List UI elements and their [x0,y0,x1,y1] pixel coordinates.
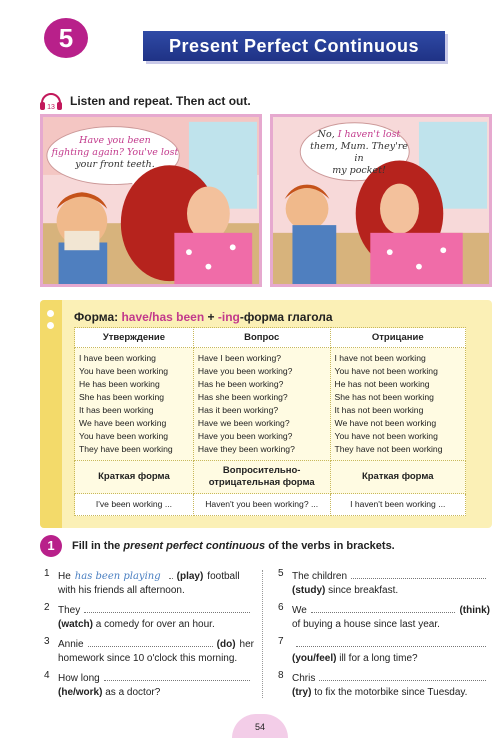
strip-dot [47,322,54,329]
header-negative-question: Вопросительно- отрицательная форма [193,461,330,494]
short-form-affirmative: I've been working ... [75,494,194,516]
comic-panel-left [40,114,262,287]
exercise-item: 5 The children (study) since breakfast. [278,568,490,602]
answer-blank[interactable] [296,646,486,647]
speech-bubble-left: Have you been fighting again? You've lost your front teeth. [51,135,179,170]
header-negative: Отрицание [330,328,466,348]
question-column: Have I been working? Have you been working? Has he been working? Has she been working? Has it been working? Have we been working? Have you been working? Have they been working? [193,348,330,461]
exercise-item: 6 We (think) of buying a house since last year. [278,602,490,630]
header-short-form: Краткая форма [75,461,194,494]
answer-blank[interactable] [84,612,250,613]
affirmative-column: I have been working You have been working He has been working She has been working It has been working We have been working You have been working They have been working [75,348,194,461]
exercise-column-left [44,568,254,704]
grammar-table [74,327,466,516]
listen-text: Listen and repeat. Then act out. [70,94,251,108]
speech-bubble-right: No, I haven't lost them, Mum. They're in my pocket! [310,129,408,176]
exercise-item: 8 Chris (try) to fix the motorbike since Tuesday. [278,670,490,704]
header-short-form-neg: Краткая форма [330,461,466,494]
unit-number-badge: 5 [44,18,88,58]
negative-column: I have not been working You have not been working He has not been working She has not been working It has not been working We have not been working You have not been working They have not been working [330,348,466,461]
comic-panel-right [270,114,492,287]
track-number: 13 [47,104,55,111]
answer-blank[interactable] [319,680,486,681]
page-number: 54 [232,714,288,738]
filled-answer[interactable]: has been playing [74,571,161,582]
exercise-number: 1 [40,535,62,557]
headphones-icon[interactable] [38,90,64,112]
answer-blank[interactable] [104,680,250,681]
exercise-item: 2 They (watch) a comedy for over an hour. [44,602,254,636]
answer-blank[interactable] [88,646,213,647]
answer-blank[interactable] [311,612,456,613]
exercise-header [40,535,395,557]
short-form-question: Haven't you been working? ... [193,494,330,516]
grammar-title: Форма: have/has been + -ing-форма глагола [74,310,333,324]
strip-dot [47,310,54,317]
answer-blank[interactable] [351,578,486,579]
grammar-strip [40,300,62,528]
header-affirmative: Утверждение [75,328,194,348]
exercise-instruction: Fill in the present perfect continuous of the verbs in brackets. [72,540,395,552]
short-form-negative: I haven't been working ... [330,494,466,516]
header-question: Вопрос [193,328,330,348]
exercise-item: 3 Annie (do) her homework since 10 o'clock this morning. [44,636,254,664]
exercise-column-right [278,568,490,704]
exercise-item: 1 He has been playing (play) football with his friends all afternoon. [44,568,240,596]
exercise-item: 7 (you/feel) ill for a long time? [278,636,490,670]
column-divider [262,570,263,698]
page-title: Present Perfect Continuous [143,31,445,61]
exercise-item: 4 How long (he/work) as a doctor? [44,670,254,704]
listen-instruction [38,90,251,112]
